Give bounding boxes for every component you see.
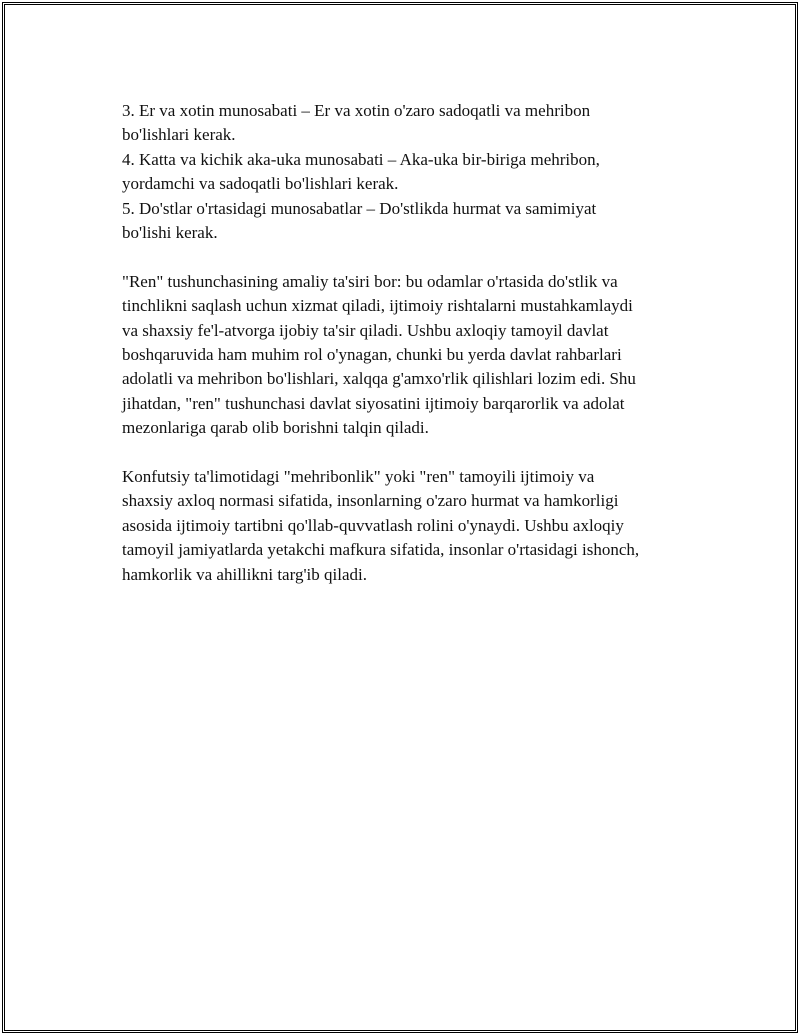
text-line: hamkorlik va ahillikni targ'ib qiladi.	[122, 564, 367, 584]
paragraph-spacer	[122, 245, 702, 269]
text-line: boshqaruvida ham muhim rol o'ynagan, chunki bu yerda davlat rahbarlari	[122, 345, 622, 365]
text-line: bo'lishi kerak.	[122, 223, 218, 243]
text-line: tamoyil jamiyatlarda yetakchi mafkura sifatida, insonlar o'rtasidagi ishonch,	[122, 540, 640, 560]
text-line: 4. Katta va kichik aka-uka munosabati – Aka-uka bir-biriga mehribon,	[122, 149, 600, 169]
page-frame	[2, 2, 798, 1033]
paragraph	[122, 465, 702, 587]
text-line: bo'lishlari kerak.	[122, 125, 236, 145]
list-item	[122, 148, 702, 197]
text-line: 3. Er va xotin munosabati – Er va xotin o'zaro sadoqatli va mehribon	[122, 101, 591, 120]
list-item	[122, 99, 702, 148]
text-line: 5. Do'stlar o'rtasidagi munosabatlar – Do'stlikda hurmat va samimiyat	[122, 198, 597, 218]
list-item	[122, 197, 702, 246]
document-body	[122, 99, 702, 587]
text-line: tinchlikni saqlash uchun xizmat qiladi, ijtimoiy rishtalarni mustahkamlaydi	[122, 296, 633, 316]
text-line: va shaxsiy fe'l-atvorga ijobiy ta'sir qiladi. Ushbu axloqiy tamoyil davlat	[122, 320, 609, 340]
text-line: adolatli va mehribon bo'lishlari, xalqqa g'amxo'rlik qilishlari lozim edi. Shu	[122, 369, 636, 389]
text-line: jihatdan, "ren" tushunchasi davlat siyosatini ijtimoiy barqarorlik va adolat	[122, 393, 625, 413]
text-line: "Ren" tushunchasining amaliy ta'siri bor: bu odamlar o'rtasida do'stlik va	[122, 271, 618, 291]
text-line: shaxsiy axloq normasi sifatida, insonlarning o'zaro hurmat va hamkorligi	[122, 491, 619, 511]
text-line: yordamchi va sadoqatli bo'lishlari kerak.	[122, 174, 399, 194]
text-line: mezonlariga qarab olib borishni talqin qiladi.	[122, 418, 429, 438]
paragraph-spacer	[122, 441, 702, 465]
paragraph	[122, 270, 702, 441]
text-line: Konfutsiy ta'limotidagi "mehribonlik" yoki "ren" tamoyili ijtimoiy va	[122, 467, 595, 487]
text-line: asosida ijtimoiy tartibni qo'llab-quvvatlash rolini o'ynaydi. Ushbu axloqiy	[122, 515, 624, 535]
